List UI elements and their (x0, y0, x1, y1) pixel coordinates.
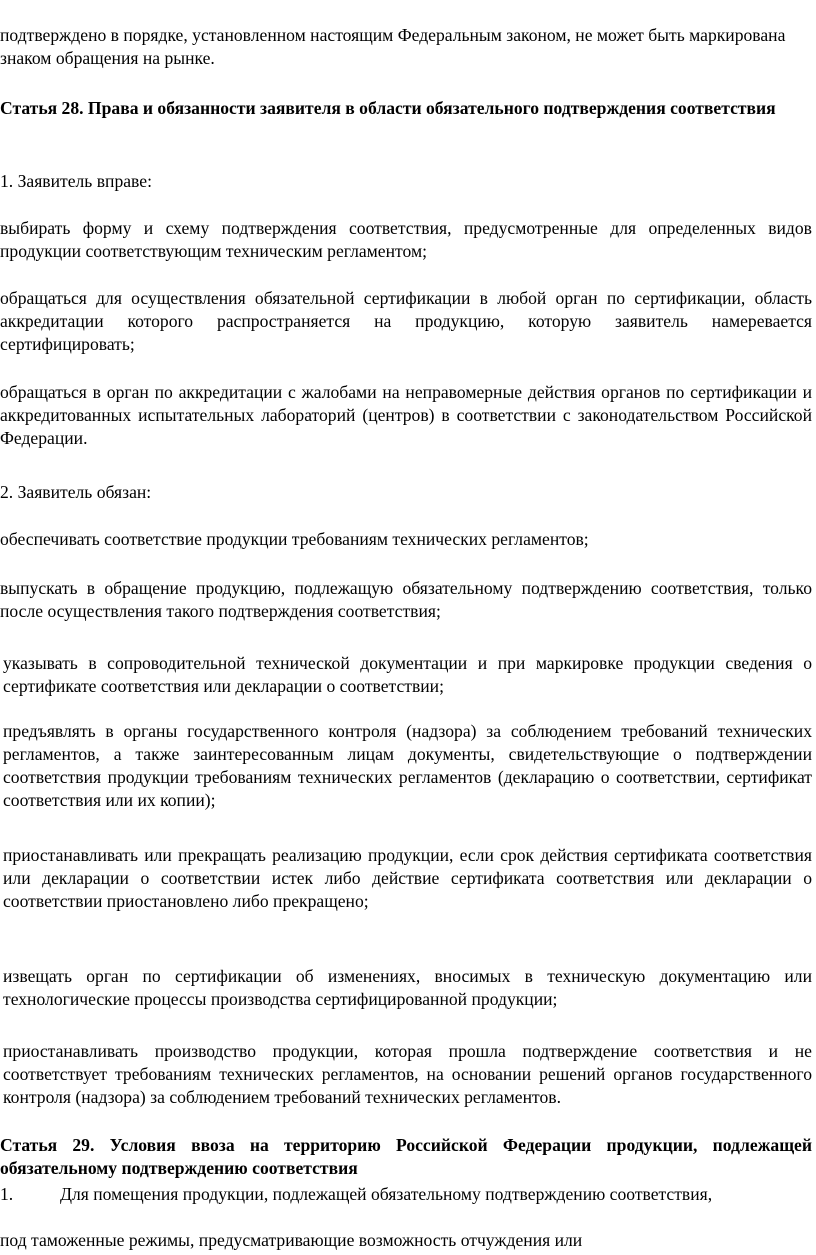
article-29-clause-1 (0, 1183, 812, 1206)
clause-2-item: извещать орган по сертификации об изменениях, вносимых в техническую документацию или технологические процессы производства сертифицированной продукции; (3, 966, 812, 1009)
article-29-clause-1-continuation: под таможенные режимы, предусматривающие возможность отчуждения или (0, 1230, 583, 1250)
intro-paragraph (0, 24, 812, 70)
clause-2-item: выпускать в обращение продукцию, подлежащую обязательному подтверждению соответствия, только после осуществления такого подтверждения соответствия; (0, 578, 812, 621)
clause-number: 1. (0, 1184, 14, 1204)
clause-2-item: приостанавливать или прекращать реализацию продукции, если срок действия сертификата соответствия или декларации о соответствии истек либо действие сертификата соответствия или декларации о соответствии приостановлено либо прекращено; (3, 845, 812, 911)
article-29-heading: Статья 29. Условия ввоза на территорию Российской Федерации продукции, подлежащей обязательному подтверждению соответствия (0, 1135, 812, 1178)
clause-2-item: обеспечивать соответствие продукции требованиям технических регламентов; (0, 529, 589, 549)
clause-1-lead: 1. Заявитель вправе: (0, 171, 152, 191)
clause-1-item: выбирать форму и схему подтверждения соответствия, предусмотренные для определенных видов продукции соответствующим техническим регламентом; (0, 218, 812, 261)
clause-1-item: обращаться для осуществления обязательной сертификации в любой орган по сертификации, область аккредитации которого распространяется на продукцию, которую заявитель намеревается сертифицировать; (0, 288, 812, 354)
clause-text: Для помещения продукции, подлежащей обязательному подтверждению соответствия, (60, 1184, 713, 1204)
clause-2-lead: 2. Заявитель обязан: (0, 482, 152, 502)
clause-2-item: указывать в сопроводительной технической документации и при маркировке продукции сведения о сертификате соответствия или декларации о соответствии; (3, 653, 812, 696)
clause-1-item: обращаться в орган по аккредитации с жалобами на неправомерные действия органов по сертификации и аккредитованных испытательных лабораторий (центров) в соответствии с законодательством Российской Федерации. (0, 382, 812, 448)
clause-2-item: приостанавливать производство продукции, которая прошла подтверждение соответствия и не соответствует требованиям технических регламентов, на основании решений органов государственного контроля (надзора) за соблюдением требований технических регламентов. (3, 1041, 812, 1107)
article-28-heading: Статья 28. Права и обязанности заявителя в области обязательного подтверждения соответствия (0, 98, 776, 118)
clause-2-item: предъявлять в органы государственного контроля (надзора) за соблюдением требований технических регламентов, а также заинтересованным лицам документы, свидетельствующие о подтверждении соответствия продукции требованиям технических регламентов (декларацию о соответствии, сертификат соответствия или их копии); (3, 721, 812, 810)
intro-paragraph-text: подтверждено в порядке, установленном настоящим Федеральным законом, не может быть маркирована знаком обращения на рынке. (0, 25, 786, 68)
